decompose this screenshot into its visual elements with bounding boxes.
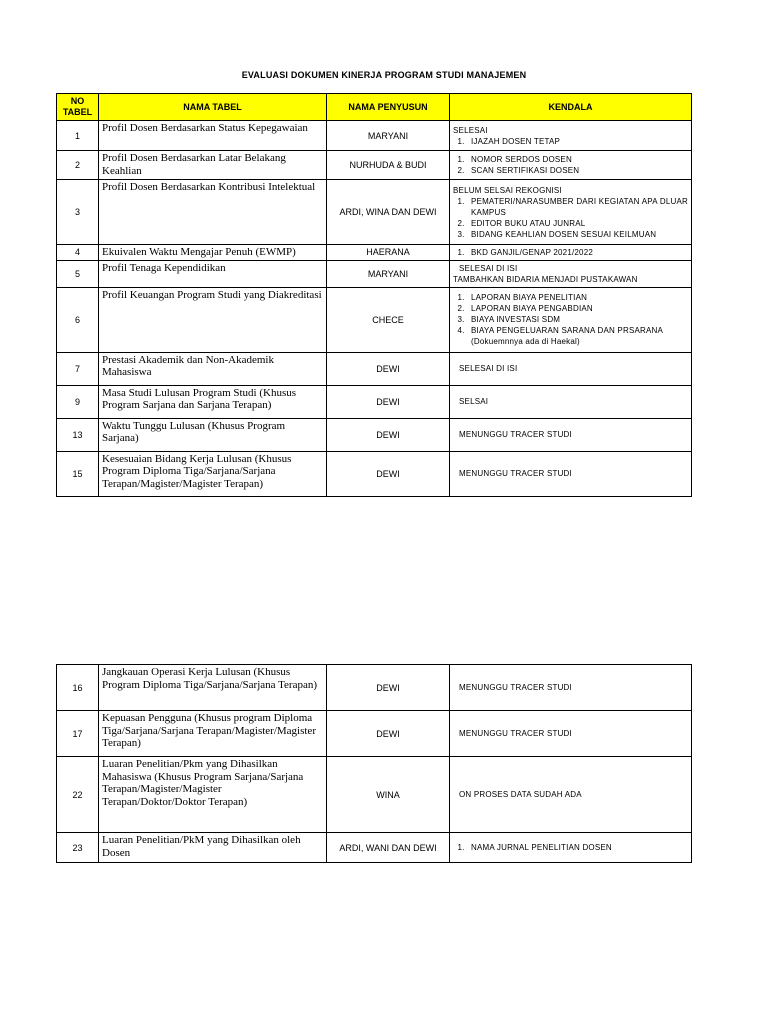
cell-nama-tabel: Profil Keuangan Program Studi yang Diakreditasi — [99, 287, 327, 352]
evaluation-table-1 — [56, 93, 692, 497]
cell-nama-tabel: Kesesuaian Bidang Kerja Lulusan (Khusus Program Diploma Tiga/Sarjana/Sarjana Terapan/Magister/Magister Terapan) — [99, 451, 327, 496]
cell-nama-tabel: Profil Dosen Berdasarkan Latar Belakang Keahlian — [99, 151, 327, 180]
table-row — [57, 833, 692, 863]
kendala-list-item: 2. SCAN SERTIFIKASI DOSEN — [467, 165, 688, 176]
cell-no-tabel: 6 — [57, 287, 99, 352]
kendala-text: SELESAI DI ISI — [459, 263, 518, 273]
cell-nama-tabel: Waktu Tunggu Lulusan (Khusus Program Sarjana) — [99, 418, 327, 451]
cell-nama-penyusun: ARDI, WINA DAN DEWI — [327, 180, 450, 245]
table-row — [57, 287, 692, 352]
header-nama-tabel: NAMA TABEL — [99, 94, 327, 121]
kendala-list — [453, 247, 688, 258]
table-row — [57, 757, 692, 833]
cell-nama-tabel: Masa Studi Lulusan Program Studi (Khusus Program Sarjana dan Sarjana Terapan) — [99, 385, 327, 418]
cell-no-tabel: 13 — [57, 418, 99, 451]
cell-no-tabel: 15 — [57, 451, 99, 496]
cell-no-tabel: 7 — [57, 352, 99, 385]
table-row — [57, 180, 692, 245]
evaluation-table-2 — [56, 664, 692, 863]
table-row — [57, 121, 692, 151]
cell-no-tabel: 23 — [57, 833, 99, 863]
cell-nama-tabel: Profil Tenaga Kependidikan — [99, 260, 327, 287]
header-nama-penyusun: NAMA PENYUSUN — [327, 94, 450, 121]
cell-no-tabel: 1 — [57, 121, 99, 151]
cell-kendala — [450, 260, 692, 287]
cell-nama-penyusun: MARYANI — [327, 260, 450, 287]
cell-kendala — [450, 418, 692, 451]
table-row — [57, 352, 692, 385]
cell-nama-penyusun: DEWI — [327, 352, 450, 385]
kendala-text: MENUNGGU TRACER STUDI — [459, 469, 572, 478]
kendala-list-item: 1. PEMATERI/NARASUMBER DARI KEGIATAN APA DLUAR KAMPUS — [467, 196, 688, 218]
cell-kendala — [450, 352, 692, 385]
cell-no-tabel: 22 — [57, 757, 99, 833]
cell-nama-tabel: Luaran Penelitian/PkM yang Dihasilkan oleh Dosen — [99, 833, 327, 863]
kendala-list — [453, 292, 688, 336]
cell-no-tabel: 9 — [57, 385, 99, 418]
kendala-text: MENUNGGU TRACER STUDI — [459, 729, 572, 738]
kendala-text: SELESAI DI ISI — [459, 364, 518, 373]
table-row — [57, 711, 692, 757]
kendala-list-item: 3. BIDANG KEAHLIAN DOSEN SESUAI KEILMUAN — [467, 229, 688, 240]
cell-nama-penyusun: CHECE — [327, 287, 450, 352]
kendala-list — [453, 154, 688, 176]
cell-nama-penyusun: MARYANI — [327, 121, 450, 151]
table-row — [57, 665, 692, 711]
cell-kendala — [450, 245, 692, 261]
kendala-list — [453, 196, 688, 240]
cell-nama-penyusun: NURHUDA & BUDI — [327, 151, 450, 180]
cell-nama-penyusun: DEWI — [327, 385, 450, 418]
cell-nama-penyusun: DEWI — [327, 711, 450, 757]
cell-nama-tabel: Kepuasan Pengguna (Khusus program Diploma Tiga/Sarjana/Sarjana Terapan/Magister/Magister Terapan) — [99, 711, 327, 757]
cell-nama-tabel: Profil Dosen Berdasarkan Status Kepegawaian — [99, 121, 327, 151]
kendala-text: SELESAI — [453, 125, 488, 135]
cell-no-tabel: 2 — [57, 151, 99, 180]
table-row — [57, 151, 692, 180]
cell-nama-tabel: Luaran Penelitian/Pkm yang Dihasilkan Mahasiswa (Khusus Program Sarjana/Sarjana Terapan/Magister/Magister Terapan/Doktor/Doktor Terapan) — [99, 757, 327, 833]
cell-no-tabel: 4 — [57, 245, 99, 261]
cell-nama-penyusun: WINA — [327, 757, 450, 833]
cell-kendala — [450, 833, 692, 863]
cell-nama-penyusun: DEWI — [327, 418, 450, 451]
kendala-text: MENUNGGU TRACER STUDI — [459, 683, 572, 692]
cell-no-tabel: 5 — [57, 260, 99, 287]
kendala-list-item: 4. BIAYA PENGELUARAN SARANA DAN PRSARANA — [467, 325, 688, 336]
cell-kendala — [450, 665, 692, 711]
cell-nama-tabel: Ekuivalen Waktu Mengajar Penuh (EWMP) — [99, 245, 327, 261]
cell-kendala — [450, 121, 692, 151]
cell-nama-penyusun: HAERANA — [327, 245, 450, 261]
cell-nama-tabel: Prestasi Akademik dan Non-Akademik Mahasiswa — [99, 352, 327, 385]
cell-nama-penyusun: ARDI, WANI DAN DEWI — [327, 833, 450, 863]
kendala-text: MENUNGGU TRACER STUDI — [459, 430, 572, 439]
cell-no-tabel: 17 — [57, 711, 99, 757]
kendala-list-item: 1. LAPORAN BIAYA PENELITIAN — [467, 292, 688, 303]
cell-kendala — [450, 287, 692, 352]
table-row — [57, 245, 692, 261]
cell-kendala — [450, 151, 692, 180]
cell-nama-penyusun: DEWI — [327, 665, 450, 711]
kendala-text: BELUM SELSAI REKOGNISI — [453, 185, 562, 195]
kendala-list — [453, 842, 688, 853]
cell-no-tabel: 16 — [57, 665, 99, 711]
kendala-list-item: 2. EDITOR BUKU ATAU JUNRAL — [467, 218, 688, 229]
table-row — [57, 451, 692, 496]
kendala-list-item: 1. NOMOR SERDOS DOSEN — [467, 154, 688, 165]
kendala-text-2: TAMBAHKAN BIDARIA MENJADI PUSTAKAWAN — [453, 274, 638, 284]
kendala-text: ON PROSES DATA SUDAH ADA — [459, 790, 582, 799]
table-row — [57, 418, 692, 451]
header-kendala: KENDALA — [450, 94, 692, 121]
cell-kendala — [450, 180, 692, 245]
cell-kendala — [450, 757, 692, 833]
kendala-note: (Dokuemnnya ada di Haekal) — [471, 337, 580, 346]
table-row — [57, 260, 692, 287]
header-no-tabel: NO TABEL — [57, 94, 99, 121]
document-title: EVALUASI DOKUMEN KINERJA PROGRAM STUDI MANAJEMEN — [241, 70, 527, 80]
kendala-list-item: 3. BIAYA INVESTASI SDM — [467, 314, 688, 325]
cell-kendala — [450, 711, 692, 757]
cell-no-tabel: 3 — [57, 180, 99, 245]
cell-nama-tabel: Jangkauan Operasi Kerja Lulusan (Khusus Program Diploma Tiga/Sarjana/Sarjana Terapan) — [99, 665, 327, 711]
kendala-list-item: 1. NAMA JURNAL PENELITIAN DOSEN — [467, 842, 688, 853]
kendala-list-item: 1. BKD GANJIL/GENAP 2021/2022 — [467, 247, 688, 258]
cell-nama-tabel: Profil Dosen Berdasarkan Kontribusi Intelektual — [99, 180, 327, 245]
kendala-text: SELSAI — [459, 397, 489, 406]
kendala-list-item: 2. LAPORAN BIAYA PENGABDIAN — [467, 303, 688, 314]
table-row — [57, 385, 692, 418]
cell-kendala — [450, 451, 692, 496]
cell-kendala — [450, 385, 692, 418]
kendala-list — [453, 136, 688, 147]
table-header-row — [57, 94, 692, 121]
kendala-list-item: 1. IJAZAH DOSEN TETAP — [467, 136, 688, 147]
cell-nama-penyusun: DEWI — [327, 451, 450, 496]
